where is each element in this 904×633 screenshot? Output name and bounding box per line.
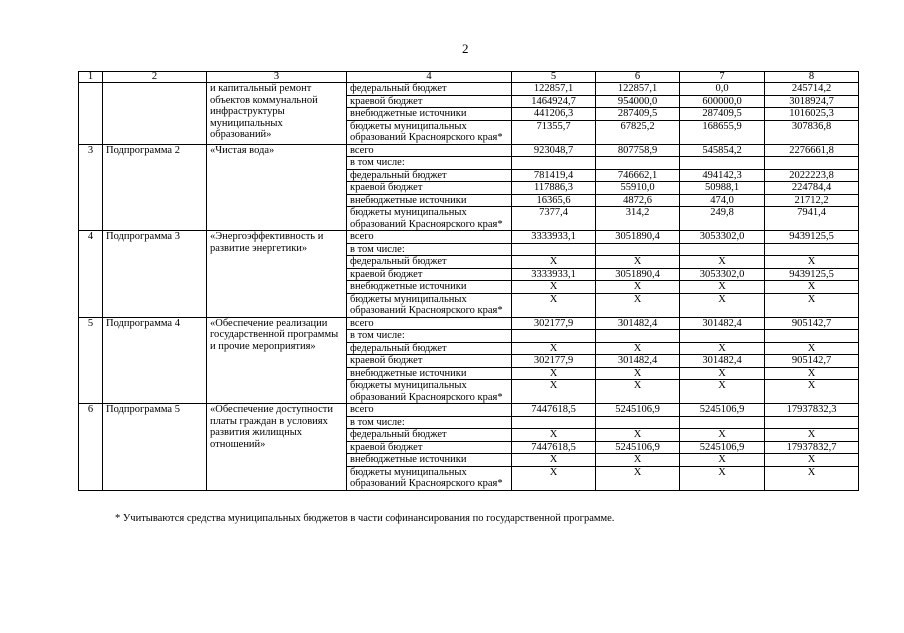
value-cell: X <box>680 466 765 490</box>
header-cell: 2 <box>103 72 207 83</box>
subprogram-description: «Обеспечение реализации государственной программы и прочие мероприятия» <box>207 317 347 404</box>
subprogram-description: «Обеспечение доступности платы граждан в условиях развития жилищных отношений» <box>207 404 347 491</box>
value-cell <box>765 416 859 429</box>
value-cell: 1016025,3 <box>765 108 859 121</box>
value-cell: 287409,5 <box>680 108 765 121</box>
value-cell <box>765 330 859 343</box>
value-cell: 249,8 <box>680 207 765 231</box>
value-cell: X <box>680 454 765 467</box>
value-cell: 7941,4 <box>765 207 859 231</box>
value-cell: 905142,7 <box>765 317 859 330</box>
value-cell: X <box>596 454 680 467</box>
value-cell: 7447618,5 <box>512 404 596 417</box>
value-cell <box>596 243 680 256</box>
header-cell: 6 <box>596 72 680 83</box>
value-cell: X <box>512 367 596 380</box>
row-number: 3 <box>79 144 103 231</box>
value-cell <box>596 330 680 343</box>
subprogram-name: Подпрограмма 3 <box>103 231 207 318</box>
value-cell: X <box>765 429 859 442</box>
value-cell: 301482,4 <box>596 317 680 330</box>
header-row <box>79 72 859 83</box>
funding-source: всего <box>347 231 512 244</box>
value-cell: 905142,7 <box>765 355 859 368</box>
value-cell: X <box>596 429 680 442</box>
value-cell: 954000,0 <box>596 95 680 108</box>
value-cell: 7447618,5 <box>512 441 596 454</box>
value-cell: 245714,2 <box>765 83 859 96</box>
subprogram-description: «Энергоэффективность и развитие энергетики» <box>207 231 347 318</box>
funding-source: бюджеты муниципальных образований Красноярского края* <box>347 293 512 317</box>
value-cell: 5245106,9 <box>680 404 765 417</box>
funding-source: всего <box>347 144 512 157</box>
value-cell: 5245106,9 <box>596 404 680 417</box>
funding-source: краевой бюджет <box>347 355 512 368</box>
value-cell <box>512 416 596 429</box>
value-cell: X <box>596 342 680 355</box>
value-cell: 441206,3 <box>512 108 596 121</box>
funding-source: краевой бюджет <box>347 95 512 108</box>
value-cell: 301482,4 <box>680 355 765 368</box>
funding-source: федеральный бюджет <box>347 342 512 355</box>
value-cell: 3051890,4 <box>596 268 680 281</box>
value-cell: 122857,1 <box>512 83 596 96</box>
value-cell: 67825,2 <box>596 120 680 144</box>
funding-source: внебюджетные источники <box>347 281 512 294</box>
table-row <box>79 404 859 417</box>
subprogram-description: «Чистая вода» <box>207 144 347 231</box>
value-cell: 307836,8 <box>765 120 859 144</box>
value-cell <box>512 243 596 256</box>
value-cell: 224784,4 <box>765 182 859 195</box>
header-cell: 7 <box>680 72 765 83</box>
funding-source: федеральный бюджет <box>347 256 512 269</box>
table-row <box>79 317 859 330</box>
value-cell: 301482,4 <box>596 355 680 368</box>
value-cell: X <box>512 293 596 317</box>
funding-source: федеральный бюджет <box>347 169 512 182</box>
value-cell: X <box>596 380 680 404</box>
funding-source: внебюджетные источники <box>347 108 512 121</box>
value-cell: X <box>596 367 680 380</box>
row-number: 4 <box>79 231 103 318</box>
value-cell: X <box>512 342 596 355</box>
row-number <box>79 83 103 145</box>
table-row <box>79 231 859 244</box>
value-cell: 301482,4 <box>680 317 765 330</box>
page-number: 2 <box>462 41 469 56</box>
value-cell: X <box>680 429 765 442</box>
value-cell: 0,0 <box>680 83 765 96</box>
subprogram-description: и капитальный ремонт объектов коммунальной инфраструктуры муниципальных образований» <box>207 83 347 145</box>
value-cell: X <box>512 256 596 269</box>
value-cell: 3333933,1 <box>512 231 596 244</box>
value-cell: 3053302,0 <box>680 231 765 244</box>
funding-source: краевой бюджет <box>347 441 512 454</box>
value-cell: X <box>765 367 859 380</box>
value-cell: 807758,9 <box>596 144 680 157</box>
value-cell: X <box>512 429 596 442</box>
funding-source: внебюджетные источники <box>347 194 512 207</box>
value-cell <box>765 243 859 256</box>
value-cell: 16365,6 <box>512 194 596 207</box>
value-cell <box>512 157 596 170</box>
value-cell: X <box>680 367 765 380</box>
header-cell: 3 <box>207 72 347 83</box>
value-cell: X <box>512 466 596 490</box>
funding-source: внебюджетные источники <box>347 454 512 467</box>
value-cell: X <box>596 256 680 269</box>
funding-source: в том числе: <box>347 330 512 343</box>
value-cell: 2022223,8 <box>765 169 859 182</box>
funding-source: всего <box>347 317 512 330</box>
value-cell: X <box>765 466 859 490</box>
value-cell <box>680 330 765 343</box>
value-cell <box>680 157 765 170</box>
value-cell <box>512 330 596 343</box>
funding-source: в том числе: <box>347 416 512 429</box>
funding-source: бюджеты муниципальных образований Красноярского края* <box>347 207 512 231</box>
value-cell: X <box>765 380 859 404</box>
value-cell: X <box>512 454 596 467</box>
value-cell: 600000,0 <box>680 95 765 108</box>
value-cell: 314,2 <box>596 207 680 231</box>
table-row <box>79 83 859 96</box>
value-cell: 1464924,7 <box>512 95 596 108</box>
value-cell: 17937832,3 <box>765 404 859 417</box>
value-cell: 17937832,7 <box>765 441 859 454</box>
value-cell: 21712,2 <box>765 194 859 207</box>
value-cell: 781419,4 <box>512 169 596 182</box>
funding-source: внебюджетные источники <box>347 367 512 380</box>
value-cell: 5245106,9 <box>596 441 680 454</box>
value-cell: 302177,9 <box>512 317 596 330</box>
value-cell: X <box>765 281 859 294</box>
funding-source: бюджеты муниципальных образований Красноярского края* <box>347 380 512 404</box>
value-cell: X <box>680 342 765 355</box>
footnote: * Учитываются средства муниципальных бюджетов в части софинансирования по государственной программе. <box>115 513 615 524</box>
header-cell: 4 <box>347 72 512 83</box>
value-cell: X <box>765 342 859 355</box>
funding-source: краевой бюджет <box>347 268 512 281</box>
value-cell: X <box>680 281 765 294</box>
header-cell: 8 <box>765 72 859 83</box>
value-cell: X <box>596 281 680 294</box>
value-cell: X <box>512 380 596 404</box>
subprogram-name <box>103 83 207 145</box>
subprogram-name: Подпрограмма 2 <box>103 144 207 231</box>
funding-source: федеральный бюджет <box>347 429 512 442</box>
value-cell: 746662,1 <box>596 169 680 182</box>
value-cell <box>680 416 765 429</box>
header-cell: 5 <box>512 72 596 83</box>
value-cell: 9439125,5 <box>765 231 859 244</box>
table-row <box>79 144 859 157</box>
value-cell: 9439125,5 <box>765 268 859 281</box>
funding-source: бюджеты муниципальных образований Красноярского края* <box>347 466 512 490</box>
value-cell: X <box>680 293 765 317</box>
value-cell <box>596 416 680 429</box>
funding-source: в том числе: <box>347 157 512 170</box>
value-cell: 3053302,0 <box>680 268 765 281</box>
value-cell: 5245106,9 <box>680 441 765 454</box>
value-cell: 2276661,8 <box>765 144 859 157</box>
funding-source: краевой бюджет <box>347 182 512 195</box>
value-cell: 117886,3 <box>512 182 596 195</box>
value-cell <box>596 157 680 170</box>
value-cell: 3333933,1 <box>512 268 596 281</box>
value-cell: 71355,7 <box>512 120 596 144</box>
value-cell: X <box>596 466 680 490</box>
row-number: 6 <box>79 404 103 491</box>
value-cell: 4872,6 <box>596 194 680 207</box>
value-cell: 3018924,7 <box>765 95 859 108</box>
value-cell: 545854,2 <box>680 144 765 157</box>
value-cell: X <box>512 281 596 294</box>
funding-source: всего <box>347 404 512 417</box>
funding-table <box>78 71 859 491</box>
value-cell: 474,0 <box>680 194 765 207</box>
value-cell: 168655,9 <box>680 120 765 144</box>
value-cell: 50988,1 <box>680 182 765 195</box>
header-cell: 1 <box>79 72 103 83</box>
subprogram-name: Подпрограмма 5 <box>103 404 207 491</box>
value-cell: X <box>765 256 859 269</box>
value-cell: 302177,9 <box>512 355 596 368</box>
value-cell: 7377,4 <box>512 207 596 231</box>
value-cell <box>680 243 765 256</box>
value-cell: X <box>765 454 859 467</box>
funding-source: бюджеты муниципальных образований Красноярского края* <box>347 120 512 144</box>
value-cell: 494142,3 <box>680 169 765 182</box>
row-number: 5 <box>79 317 103 404</box>
value-cell: X <box>680 380 765 404</box>
value-cell: 55910,0 <box>596 182 680 195</box>
value-cell: 923048,7 <box>512 144 596 157</box>
value-cell <box>765 157 859 170</box>
funding-source: в том числе: <box>347 243 512 256</box>
value-cell: X <box>765 293 859 317</box>
subprogram-name: Подпрограмма 4 <box>103 317 207 404</box>
value-cell: 122857,1 <box>596 83 680 96</box>
value-cell: X <box>680 256 765 269</box>
funding-source: федеральный бюджет <box>347 83 512 96</box>
value-cell: 287409,5 <box>596 108 680 121</box>
value-cell: X <box>596 293 680 317</box>
value-cell: 3051890,4 <box>596 231 680 244</box>
